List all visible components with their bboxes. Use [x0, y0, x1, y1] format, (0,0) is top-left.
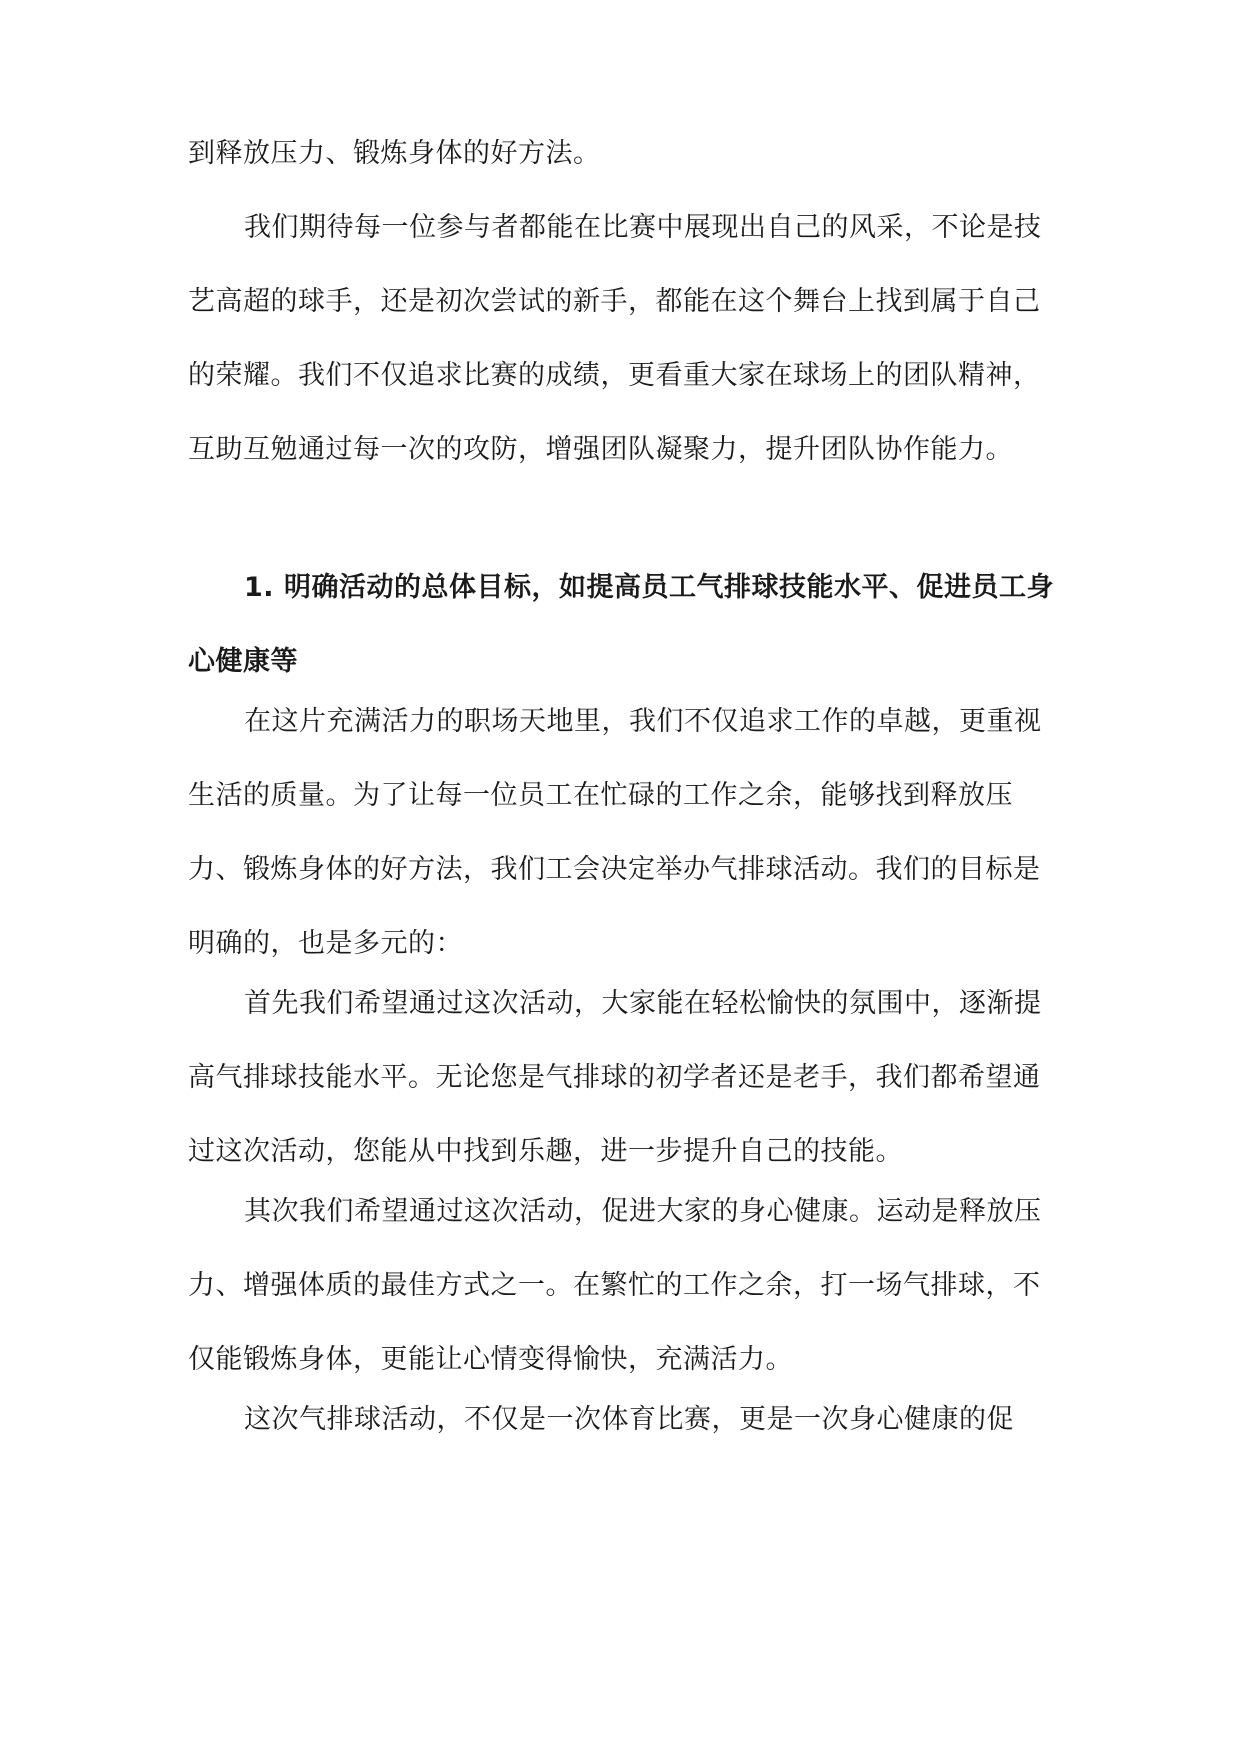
section-heading: 1. 明确活动的总体目标，如提高员工气排球技能水平、促进员工身心健康等: [188, 572, 1054, 677]
paragraph-closing: 这次气排球活动，不仅是一次体育比赛，更是一次身心健康的促: [244, 1404, 1014, 1435]
paragraph-expectation: 我们期待每一位参与者都能在比赛中展现出自己的风采，不论是技艺高超的球手，还是初次尝试的新手，都能在这个舞台上找到属于自己的荣耀。我们不仅追求比赛的成绩，更看重大家在球场上的团队精神，互助互勉通过每一次的攻防，增强团队凝聚力，提升团队协作能力。: [188, 212, 1042, 465]
paragraph-second-goal: 其次我们希望通过这次活动，促进大家的身心健康。运动是释放压力、增强体质的最佳方式之一。在繁忙的工作之余，打一场气排球，不仅能锻炼身体，更能让心情变得愉快，充满活力。: [188, 1196, 1042, 1375]
paragraph-first-goal: 首先我们希望通过这次活动，大家能在轻松愉快的氛围中，逐渐提高气排球技能水平。无论您是气排球的初学者还是老手，我们都希望通过这次活动，您能从中找到乐趣，进一步提升自己的技能。: [188, 988, 1042, 1167]
paragraph-continuation: 到释放压力、锻炼身体的好方法。: [188, 138, 601, 169]
paragraph-goals-intro: 在这片充满活力的职场天地里，我们不仅追求工作的卓越，更重视生活的质量。为了让每一位员工在忙碌的工作之余，能够找到释放压力、锻炼身体的好方法，我们工会决定举办气排球活动。我们的目标是明确的，也是多元的：: [188, 706, 1042, 959]
